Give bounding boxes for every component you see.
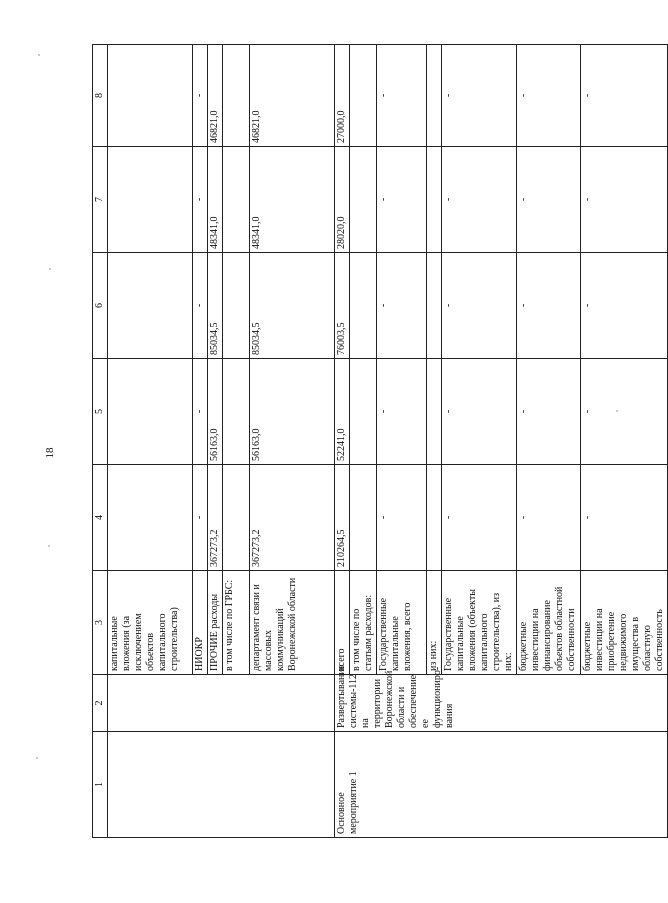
scan-speck bbox=[48, 545, 50, 547]
table-row bbox=[108, 45, 193, 838]
cell-c6 bbox=[350, 253, 377, 359]
cell-c4 bbox=[108, 465, 193, 571]
cell-c8 bbox=[350, 45, 377, 147]
cell-c4: - bbox=[377, 465, 427, 571]
column-header-1: 1 bbox=[93, 732, 108, 838]
cell-c6: 85034,5 bbox=[250, 253, 335, 359]
cell-c6: - bbox=[193, 253, 208, 359]
cell-c7: 48341,0 bbox=[250, 147, 335, 253]
cell-c4 bbox=[350, 465, 377, 571]
cell-c4 bbox=[427, 465, 442, 571]
cell-c4: - bbox=[193, 465, 208, 571]
cell-c5: - bbox=[517, 359, 581, 465]
cell-c7 bbox=[427, 147, 442, 253]
cell-c4: - bbox=[442, 465, 517, 571]
cell-c5: - bbox=[442, 359, 517, 465]
cell-c6: - bbox=[581, 253, 668, 359]
cell-c3: бюджетные инвестиции на приобретение недвижимого имущества в областную собственность bbox=[581, 571, 668, 675]
cell-c3: из них: bbox=[427, 571, 442, 675]
scan-speck bbox=[38, 54, 40, 56]
scan-speck bbox=[36, 757, 38, 759]
cell-c5 bbox=[427, 359, 442, 465]
cell-c3: всего bbox=[335, 571, 350, 675]
cell-c3: ПРОЧИЕ расходы bbox=[208, 571, 223, 675]
cell-c5 bbox=[108, 359, 193, 465]
cell-c8 bbox=[427, 45, 442, 147]
cell-c8: 46821,0 bbox=[208, 45, 223, 147]
cell-c5: - bbox=[581, 359, 668, 465]
cell-c6: 85034,5 bbox=[208, 253, 223, 359]
cell-c6 bbox=[427, 253, 442, 359]
cell-c7 bbox=[350, 147, 377, 253]
cell-c7 bbox=[108, 147, 193, 253]
column-header-6: 6 bbox=[93, 253, 108, 359]
column-header-5: 5 bbox=[93, 359, 108, 465]
cell-c1 bbox=[108, 732, 335, 838]
cell-c6 bbox=[223, 253, 250, 359]
cell-c6: 76003,5 bbox=[335, 253, 350, 359]
cell-c7: 28020,0 bbox=[335, 147, 350, 253]
cell-c8 bbox=[223, 45, 250, 147]
cell-c4: 210264,5 bbox=[335, 465, 350, 571]
cell-c5: - bbox=[193, 359, 208, 465]
cell-c3: в том числе по ГРБС: bbox=[223, 571, 250, 675]
cell-c5: 52241,0 bbox=[335, 359, 350, 465]
cell-c6: - bbox=[517, 253, 581, 359]
rotated-table-sheet bbox=[92, 45, 665, 838]
cell-c6 bbox=[108, 253, 193, 359]
cell-c4: 367273,2 bbox=[250, 465, 335, 571]
cell-c4 bbox=[223, 465, 250, 571]
cell-c7: - bbox=[517, 147, 581, 253]
cell-c4: 367273,2 bbox=[208, 465, 223, 571]
cell-c5 bbox=[350, 359, 377, 465]
table-row bbox=[335, 45, 350, 838]
cell-c2 bbox=[108, 675, 335, 732]
cell-c2: Развертывание системы-112 на территории Воронежской области и обеспечение ее функциониро-вания bbox=[335, 675, 668, 732]
cell-c3: департамент связи и массовых коммуникаций Воронежской области bbox=[250, 571, 335, 675]
cell-c3: капитальные вложения (за исключением объектов капитального строительства) bbox=[108, 571, 193, 675]
cell-c8: 27000,0 bbox=[335, 45, 350, 147]
header-row bbox=[93, 45, 108, 838]
cell-c3: Государственные капитальные вложения (объекты капитального строительства), из них: bbox=[442, 571, 517, 675]
cell-c8: - bbox=[442, 45, 517, 147]
cell-c6: - bbox=[442, 253, 517, 359]
cell-c3: в том числе по статьям расходов: bbox=[350, 571, 377, 675]
cell-c8: - bbox=[581, 45, 668, 147]
budget-table bbox=[92, 44, 668, 838]
cell-c4: - bbox=[581, 465, 668, 571]
cell-c7: - bbox=[442, 147, 517, 253]
cell-c8: 46821,0 bbox=[250, 45, 335, 147]
cell-c3: Государственные капитальные вложения, всего bbox=[377, 571, 427, 675]
cell-c5 bbox=[223, 359, 250, 465]
page-number: 18 bbox=[44, 447, 56, 459]
scan-speck bbox=[49, 268, 51, 270]
cell-c7: - bbox=[377, 147, 427, 253]
cell-c8: - bbox=[517, 45, 581, 147]
cell-c3: НИОКР bbox=[193, 571, 208, 675]
cell-c4: - bbox=[517, 465, 581, 571]
cell-c7: - bbox=[581, 147, 668, 253]
cell-c1: Основное мероприятие 1 bbox=[335, 732, 668, 838]
cell-c8: - bbox=[193, 45, 208, 147]
cell-c8: - bbox=[377, 45, 427, 147]
column-header-4: 4 bbox=[93, 465, 108, 571]
cell-c5: 56163,0 bbox=[250, 359, 335, 465]
cell-c7: - bbox=[193, 147, 208, 253]
cell-c7 bbox=[223, 147, 250, 253]
cell-c5: 56163,0 bbox=[208, 359, 223, 465]
cell-c6: - bbox=[377, 253, 427, 359]
cell-c3: бюджетные инвестиции на финансирование объектов областной собственности bbox=[517, 571, 581, 675]
column-header-8: 8 bbox=[93, 45, 108, 147]
cell-c5: - bbox=[377, 359, 427, 465]
cell-c7: 48341,0 bbox=[208, 147, 223, 253]
column-header-7: 7 bbox=[93, 147, 108, 253]
column-header-2: 2 bbox=[93, 675, 108, 732]
column-header-3: 3 bbox=[93, 571, 108, 675]
cell-c8 bbox=[108, 45, 193, 147]
